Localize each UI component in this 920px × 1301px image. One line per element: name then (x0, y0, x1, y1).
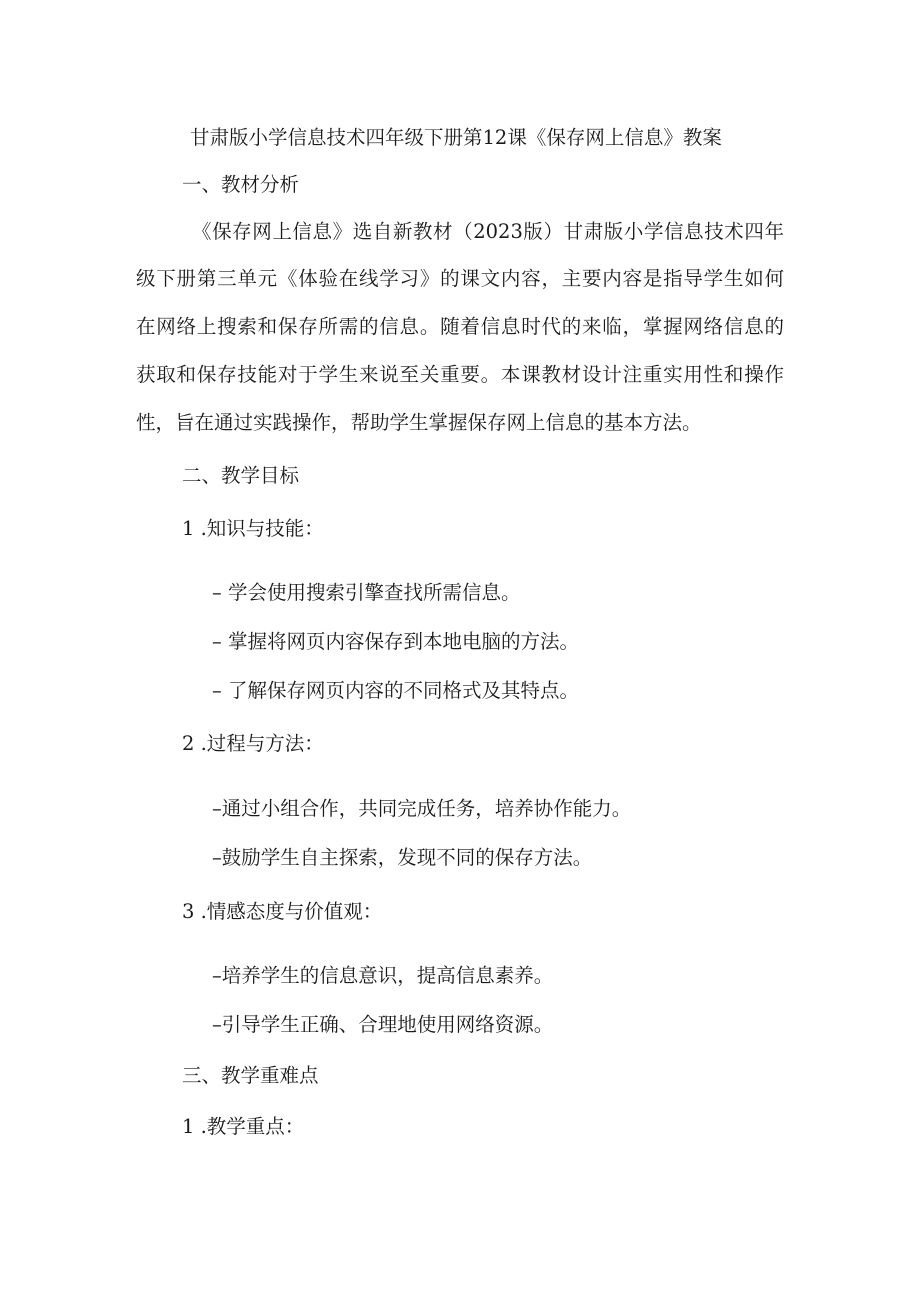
list-item: – 学会使用搜索引擎查找所需信息。 (212, 581, 521, 604)
paragraph-line: 级下册第三单元《体验在线学习》的课文内容，主要内容是指导学生如何 (136, 267, 784, 290)
objective-attitude-values-label: 3 .情感态度与价值观： (182, 900, 383, 923)
list-item: –鼓励学生自主探索，发现不同的保存方法。 (212, 846, 593, 869)
paragraph-line: 性，旨在通过实践操作，帮助学生掌握保存网上信息的基本方法。 (136, 411, 702, 434)
paragraph-line: 获取和保存技能对于学生来说至关重要。本课教材设计注重实用性和操作 (136, 363, 784, 386)
section-heading-key-difficult-points: 三、教学重难点 (182, 1064, 319, 1087)
paragraph-line: 《保存网上信息》选自新教材（2023版）甘肃版小学信息技术四年 (192, 220, 784, 243)
objective-process-methods-label: 2 .过程与方法： (182, 732, 324, 755)
list-item: –通过小组合作，共同完成任务，培养协作能力。 (212, 797, 632, 820)
section-heading-teaching-objectives: 二、教学目标 (182, 464, 300, 487)
list-item: – 了解保存网页内容的不同格式及其特点。 (212, 679, 579, 702)
paragraph-line: 在网络上搜索和保存所需的信息。随着信息时代的来临，掌握网络信息的 (136, 315, 784, 338)
key-points-label: 1 .教学重点： (182, 1115, 305, 1138)
document-title: 甘肃版小学信息技术四年级下册第12课《保存网上信息》教案 (190, 126, 722, 149)
list-item: –引导学生正确、合理地使用网络资源。 (212, 1013, 554, 1036)
section-heading-textbook-analysis: 一、教材分析 (182, 173, 300, 196)
list-item: – 掌握将网页内容保存到本地电脑的方法。 (212, 630, 579, 653)
list-item: –培养学生的信息意识，提高信息素养。 (212, 964, 554, 987)
objective-knowledge-skills-label: 1 .知识与技能： (182, 517, 324, 540)
